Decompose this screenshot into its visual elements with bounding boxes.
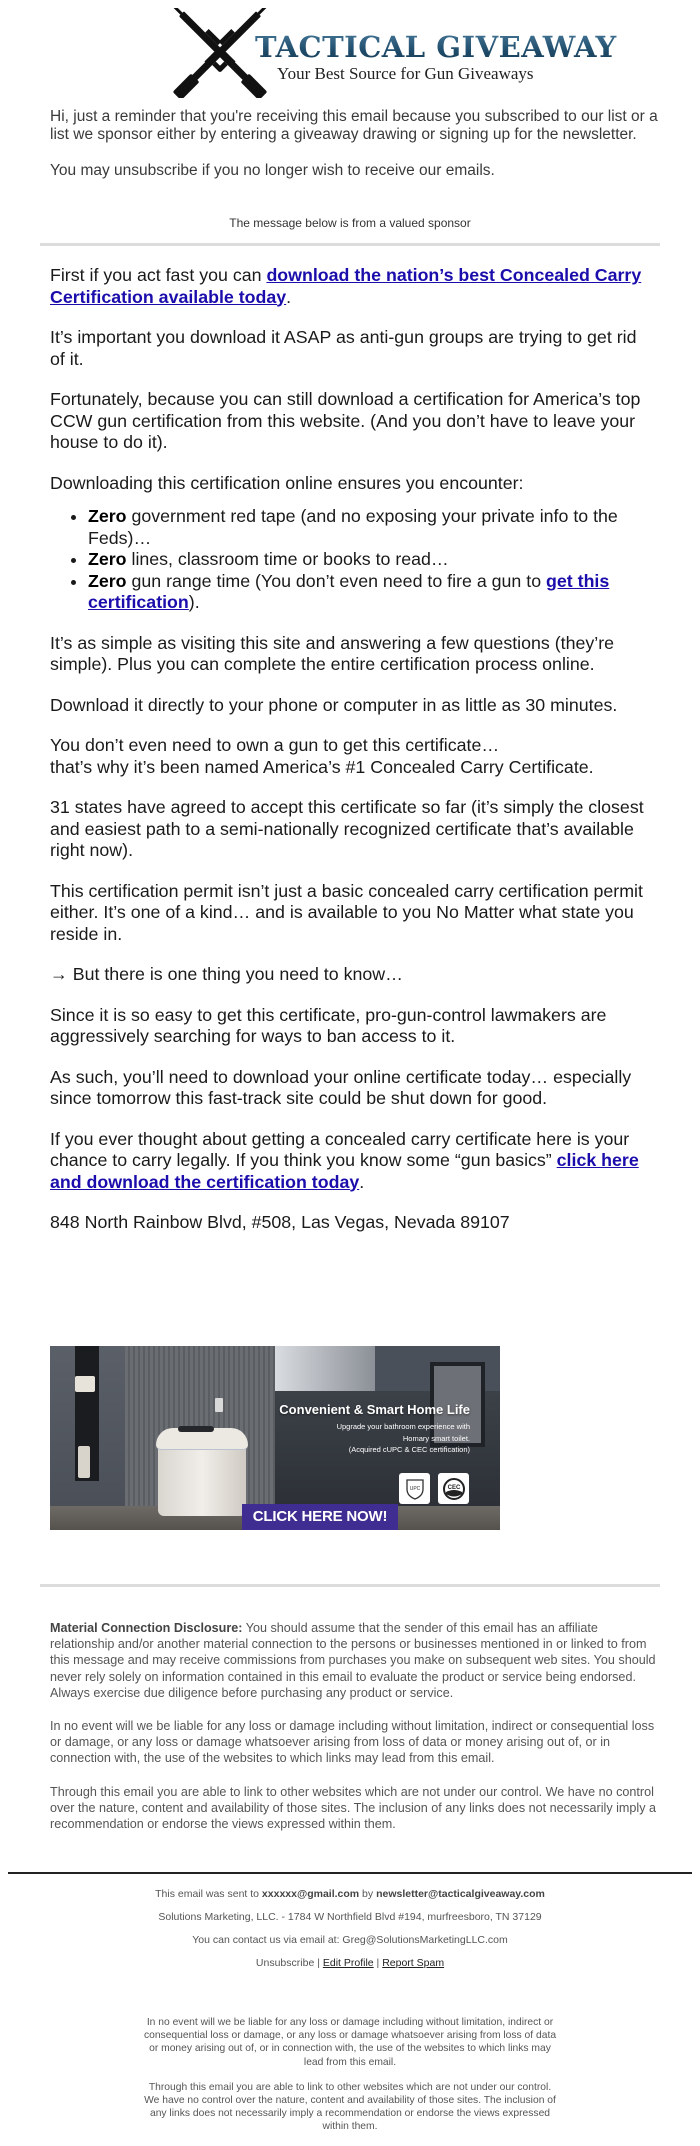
list-item: • Zero gun range time (You don’t even need to fire a gun to get this certification). xyxy=(88,571,650,614)
banner-title: Convenient & Smart Home Life xyxy=(279,1402,470,1417)
paragraph: First if you act fast you can download the nation’s best Concealed Carry Certification available today. xyxy=(50,265,642,307)
paragraph: This certification permit isn’t just a basic concealed carry certification permit either. It’s one of a kind… and is available to you No Matter what state you reside in. xyxy=(50,880,643,944)
paragraph: It’s important you download it ASAP as anti-gun groups are trying to get rid of it. xyxy=(50,327,637,369)
header-logo xyxy=(155,8,617,96)
company-address: Solutions Marketing, LLC. - 1784 W Northfield Blvd #194, murfreesboro, TN 37129 xyxy=(158,1911,542,1923)
intro-section xyxy=(50,108,660,198)
sent-to-line: This email was sent to xxxxxx@gmail.com by newsletter@tacticalgiveaway.com xyxy=(155,1888,545,1900)
unsubscribe-note: You may unsubscribe if you no longer wish to receive our emails. xyxy=(50,162,495,179)
list-item: • Zero lines, classroom time or books to read… xyxy=(88,549,650,571)
footer-legal xyxy=(140,2016,560,2146)
paragraph: 31 states have agreed to accept this certificate so far (it’s simply the closest and easiest path to a semi-nationally recognized certificate that’s available right now). xyxy=(50,797,644,860)
paragraph: You don’t even need to own a gun to get this certificate… that’s why it’s been named America’s #1 Concealed Carry Certificate. xyxy=(50,735,594,777)
sponsor-note: The message below is from a valued sponsor xyxy=(229,216,471,230)
external-links-disclaimer: Through this email you are able to link to other websites which are not under our control. We have no control over the nature, content and availability of those sites. The inclusion of any links does not necessarily imply a recommendation or endorse the views expressed within them. xyxy=(50,1784,657,1832)
contact-line: You can contact us via email at: Greg@SolutionsMarketingLLC.com xyxy=(192,1934,508,1946)
smart-toilet-ad-banner[interactable] xyxy=(50,1346,500,1530)
benefits-list xyxy=(88,506,650,614)
get-certification-link[interactable]: get this certification xyxy=(88,570,610,612)
click-here-download-link[interactable]: click here and download the certification today xyxy=(50,1150,639,1192)
paragraph: It’s as simple as visiting this site and answering a few questions (they’re simple). Plus you can complete the entire certification process online. xyxy=(50,632,614,674)
paragraph: Downloading this certification online ensures you encounter: xyxy=(50,472,524,493)
report-spam-link[interactable]: Report Spam xyxy=(382,1957,445,1969)
toilet-paper-image xyxy=(75,1376,95,1392)
divider xyxy=(40,243,660,246)
footer xyxy=(0,1887,700,1979)
list-item: • Zero government red tape (and no exposing your private info to the Feds)… xyxy=(88,506,650,549)
svg-text:UPC: UPC xyxy=(409,1485,420,1492)
sponsor-message xyxy=(50,265,650,1253)
click-here-now-button[interactable]: CLICK HERE NOW! xyxy=(242,1504,398,1530)
paragraph: As such, you’ll need to download your online certificate today… especially since tomorrow this fast-track site could be shut down for good. xyxy=(50,1066,632,1108)
footer-liability: In no event will we be liable for any loss or damage including without limitation, indirect or consequential loss or damage, or any loss or damage whatsoever arising from loss of data or money arising out of, or in connection with, the use of the websites to which links may lead from this email. xyxy=(143,2017,557,2068)
upc-certification-icon xyxy=(399,1473,430,1504)
divider xyxy=(8,1872,692,1874)
paragraph: Download it directly to your phone or computer in as little as 30 minutes. xyxy=(50,694,618,715)
recipient-email: xxxxxx@gmail.com xyxy=(261,1888,360,1900)
cec-certification-icon xyxy=(438,1473,469,1504)
unsubscribe-link[interactable]: Unsubscribe xyxy=(255,1957,315,1969)
footer-links-disclaimer: Through this email you are able to link to other websites which are not under our control. We have no control over the nature, content and availability of those sites. The inclusion of any links does not necessarily imply a recommendation or endorse the views expressed within them. xyxy=(144,2081,556,2133)
paragraph: → But there is one thing you need to know… xyxy=(50,964,403,984)
banner-subtitle: Upgrade your bathroom experience with Homary smart toilet. (Acquired cUPC & CEC certification) xyxy=(336,1422,470,1454)
disclosure-section xyxy=(50,1620,660,1849)
footer-links: Unsubscribe | Edit Profile | Report Spam xyxy=(255,1957,445,1969)
paragraph: Fortunately, because you can still download a certification for America’s top CCW gun certification from this website. (And you don’t have to leave your house to do it). xyxy=(50,389,641,452)
liability-disclaimer: In no event will we be liable for any loss or damage including without limitation, indirect or consequential loss or damage, or any loss or damage whatsoever arising from loss of data or money arising out of, or in connection with, the use of the websites to which links may lead from this email. xyxy=(50,1719,655,1766)
divider xyxy=(40,1584,660,1587)
sender-email: newsletter@tacticalgiveaway.com xyxy=(376,1888,545,1900)
paragraph: If you ever thought about getting a concealed carry certificate here is your chance to carry legally. If you think you know some “gun basics” click here and download the certification today. xyxy=(50,1128,639,1192)
logo-tagline: Your Best Source for Gun Giveaways xyxy=(277,64,534,83)
paragraph: Since it is so easy to get this certificate, pro-gun-control lawmakers are aggressively searching for ways to ban access to it. xyxy=(50,1004,607,1046)
download-certification-link[interactable]: download the nation’s best Concealed Carry Certification available today xyxy=(50,265,642,307)
material-connection-disclosure: Material Connection Disclosure: You should assume that the sender of this email has an affiliate relationship and/or another material connection to the persons or businesses mentioned in or linked to from this message and may receive commissions from purchases you make on subsequent web sites. You should never rely solely on information contained in this email to evaluate the product or service being endorsed. Always exercise due diligence before purchasing any product or service. xyxy=(50,1621,656,1700)
sender-address: 848 North Rainbow Blvd, #508, Las Vegas, Nevada 89107 xyxy=(50,1212,510,1232)
edit-profile-link[interactable]: Edit Profile xyxy=(322,1957,374,1969)
svg-text:CEC: CEC xyxy=(447,1484,460,1491)
subscription-reminder: Hi, just a reminder that you're receiving this email because you subscribed to our list or a list we sponsor either by entering a giveaway drawing or signing up for the newsletter. xyxy=(50,108,658,143)
logo-title: TACTICAL GIVEAWAY xyxy=(255,30,617,64)
